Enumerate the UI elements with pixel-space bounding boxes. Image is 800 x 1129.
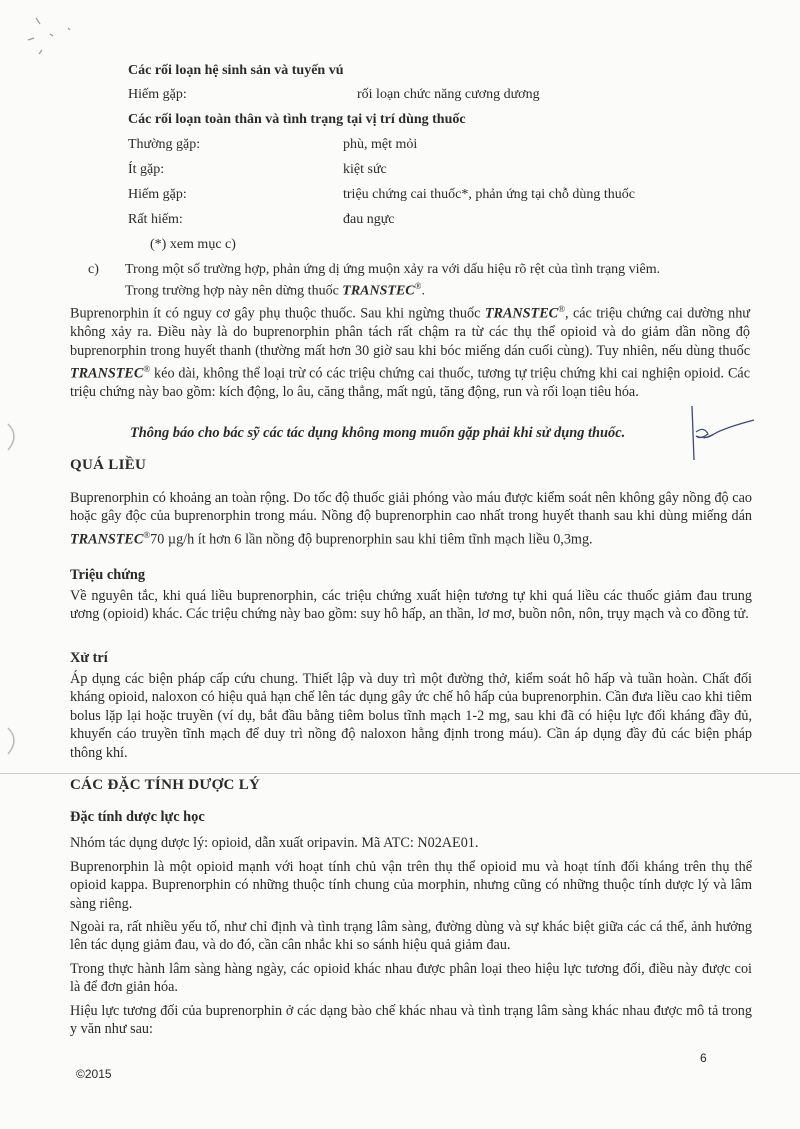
overdose-paragraph: Buprenorphin có khoảng an toàn rộng. Do tốc độ thuốc giải phóng vào máu được kiểm soát nên không gây nồng độ cao hoặc gây độc của buprenorphin trong máu. Nồng độ buprenorphin cao nhất trong huyết thanh sau khi dùng miếng dán TRANSTEC®70 µg/h ít hơn 6 lần nồng độ buprenorphin sau khi tiêm tĩnh mạch liều 0,3mg. — [70, 490, 752, 548]
freq-label: Thường gặp: — [128, 137, 201, 152]
item-c-line2: Trong trường hợp này nên dừng thuốc TRANSTEC®. — [125, 281, 425, 299]
subheading-pharmacodynamics: Đặc tính dược lực học — [70, 809, 205, 825]
punch-hole-mark-2 — [4, 722, 28, 762]
subheading-symptoms: Triệu chứng — [70, 567, 146, 583]
effect-text: rối loạn chức năng cương dương — [357, 87, 540, 102]
section-title-general: Các rối loạn toàn thân và tình trạng tại vị trí dùng thuốc — [128, 112, 466, 127]
list-marker: c) — [88, 262, 99, 277]
treatment-paragraph: Áp dụng các biện pháp cấp cứu chung. Thiết lập và duy trì một đường thở, kiểm soát hô hấp và tuần hoàn. Chất đối kháng opioid, naloxon có hiệu quả hạn chế lên tác dụng gây ức chế hô hấp của buprenorphin. Cần đưa liều cao khi tiêm bolus lặp lại hoặc truyền (ví dụ, bắt đầu bằng tiêm bolus tĩnh mạch 1-2 mg, sau khi đã có hiệu lực đối kháng đầy đủ, khuyến cáo truyền tĩnh mạch để duy trì nồng độ naloxon hằng định trong máu). Cần áp dụng đầy đủ các biện pháp thông khí. — [70, 671, 752, 761]
freq-label: Hiếm gặp: — [128, 87, 187, 102]
scan-speck-marks — [20, 10, 90, 60]
effect-text: phù, mệt mỏi — [343, 137, 418, 152]
punch-hole-mark — [4, 418, 28, 458]
pharmacology-paragraph-2: Buprenorphin là một opioid mạnh với hoạt tính chủ vận trên thụ thể opioid mu và hoạt tính đối kháng trên thụ thể opioid kappa. Buprenorphin có những thuộc tính chung của morphin, nhưng cũng có những thuộc tính dược lý và lâm sàng riêng. — [70, 859, 752, 912]
item-c-line1: Trong một số trường hợp, phản ứng dị ứng muộn xảy ra với dấu hiệu rõ rệt của tình trạng viêm. — [125, 262, 661, 277]
effect-text: kiệt sức — [343, 162, 387, 177]
pharmacology-paragraph-4: Trong thực hành lâm sàng hàng ngày, các opioid khác nhau được phân loại theo hiệu lực tương đối, điều này được coi là để đơn giản hóa. — [70, 961, 752, 996]
freq-label: Ít gặp: — [128, 162, 165, 177]
section-heading-pharmacology: CÁC ĐẶC TÍNH DƯỢC LÝ — [70, 777, 261, 793]
freq-label: Rất hiếm: — [128, 212, 183, 227]
pharmacology-paragraph-3: Ngoài ra, rất nhiều yếu tố, như chỉ định và tình trạng lâm sàng, đường dùng và sự khác biệt giữa các cá thể, ảnh hưởng lên tác dụng giảm đau, và do đó, cần cân nhắc khi so sánh hiệu quả giảm đau. — [70, 919, 752, 954]
adverse-effects-notice: Thông báo cho bác sỹ các tác dụng không mong muốn gặp phải khi sử dụng thuốc. — [130, 425, 626, 441]
handwritten-signature — [680, 402, 760, 468]
footnote: (*) xem mục c) — [150, 237, 236, 252]
dependence-paragraph: Buprenorphin ít có nguy cơ gây phụ thuộc thuốc. Sau khi ngừng thuốc TRANSTEC®, các triệu chứng cai dường như không xảy ra. Điều này là do buprenorphin phân tách rất chậm ra từ các thụ thể opioid và do giảm dần nồng độ buprenorphin trong huyết thanh (thường mất hơn 30 giờ sau khi bóc miếng dán cuối cùng). Tuy nhiên, nếu dùng thuốc TRANSTEC® kéo dài, không thể loại trừ có các triệu chứng cai thuốc, tương tự triệu chứng khi cai nghiện opioid. Các triệu chứng này bao gồm: kích động, lo âu, căng thẳng, mất ngủ, tăng động, run và rối loạn tiêu hóa. — [70, 304, 750, 401]
freq-label: Hiếm gặp: — [128, 187, 187, 202]
pharmacology-paragraph-5: Hiệu lực tương đối của buprenorphin ở các dạng bào chế khác nhau và tình trạng lâm sàng khác nhau được mô tả trong y văn như sau: — [70, 1003, 752, 1038]
scan-fold-line — [0, 773, 800, 774]
symptoms-paragraph: Về nguyên tắc, khi quá liều buprenorphin, các triệu chứng xuất hiện tương tự khi quá liều các thuốc giảm đau trung ương (opioid) khác. Các triệu chứng này bao gồm: suy hô hấp, an thần, lơ mơ, buồn nôn, nôn, trụy mạch và co đồng tử. — [70, 588, 752, 623]
section-heading-overdose: QUÁ LIỀU — [70, 457, 147, 473]
subheading-treatment: Xử trí — [70, 650, 108, 666]
effect-text: đau ngực — [343, 212, 395, 227]
pharmacology-paragraph-1: Nhóm tác dụng dược lý: opioid, dẫn xuất oripavin. Mã ATC: N02AE01. — [70, 835, 479, 851]
section-title-reproductive: Các rối loạn hệ sinh sản và tuyến vú — [128, 63, 344, 78]
effect-text: triệu chứng cai thuốc*, phản ứng tại chỗ dùng thuốc — [343, 187, 635, 202]
page-number: 6 — [700, 1051, 707, 1065]
copyright: ©2015 — [76, 1067, 112, 1081]
